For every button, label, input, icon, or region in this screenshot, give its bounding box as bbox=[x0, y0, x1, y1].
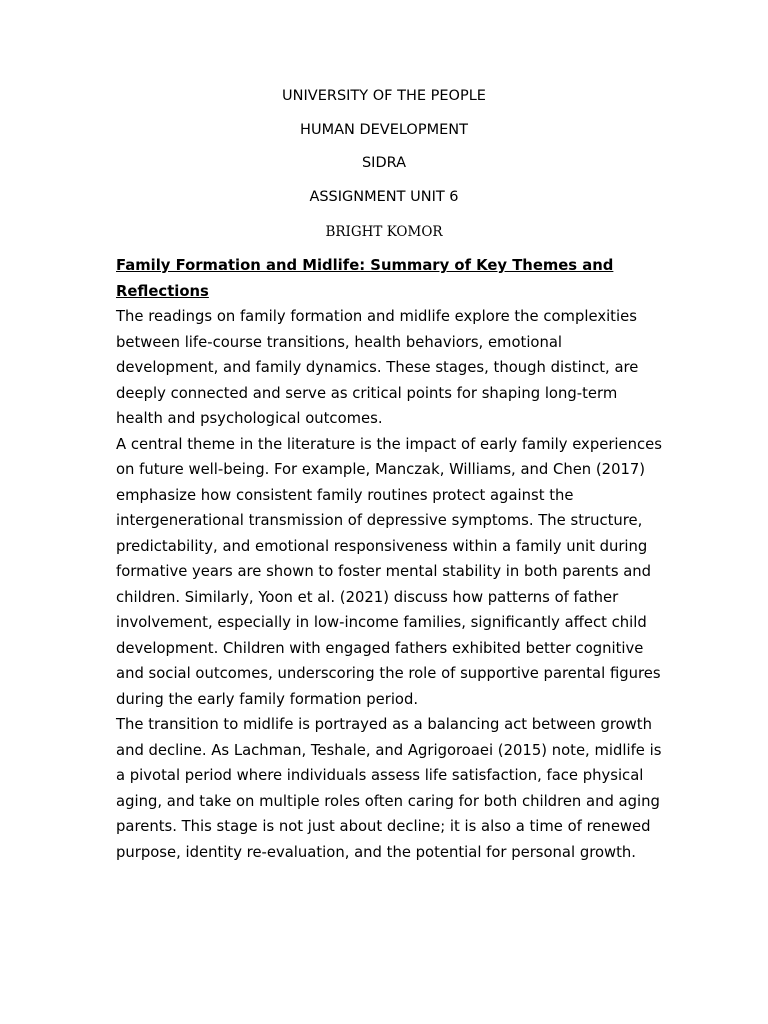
paragraph-midlife: The transition to midlife is portrayed as a balancing act between growth and decline. As Lachman, Teshale, and Agrigoroaei (2015) note, midlife is a pivotal period where individuals assess life satisfaction, face physical aging, and take on multiple roles often caring for both children and aging parents. This stage is not just about decline; it is also a time of renewed purpose, identity re-evaluation, and the potential for personal growth. bbox=[116, 716, 662, 861]
article-body bbox=[116, 253, 676, 865]
instructor-name: SIDRA bbox=[361, 155, 407, 171]
course-name: HUMAN DEVELOPMENT bbox=[300, 122, 468, 138]
assignment-title: ASSIGNMENT UNIT 6 bbox=[309, 189, 459, 205]
university-name: UNIVERSITY OF THE PEOPLE bbox=[282, 88, 486, 104]
author-name: BRIGHT KOMOR bbox=[325, 224, 443, 240]
article-heading: Family Formation and Midlife: Summary of Key Themes and Reflections bbox=[116, 257, 614, 300]
paragraph-intro: The readings on family formation and midlife explore the complexities between life-course transitions, health behaviors, emotional development, and family dynamics. These stages, though distinct, are deeply connected and serve as critical points for shaping long-term health and psychological outcomes. bbox=[116, 308, 639, 427]
paragraph-family-experiences: A central theme in the literature is the impact of early family experiences on future well-being. For example, Manczak, Williams, and Chen (2017) emphasize how consistent family routines protect against the intergenerational transmission of depressive symptoms. The structure, predictability, and emotional responsiveness within a family unit during formative years are shown to foster mental stability in both parents and children. Similarly, Yoon et al. (2021) discuss how patterns of father involvement, especially in low-income families, significantly affect child development. Children with engaged fathers exhibited better cognitive and social outcomes, underscoring the role of supportive parental figures during the early family formation period. bbox=[116, 435, 662, 708]
